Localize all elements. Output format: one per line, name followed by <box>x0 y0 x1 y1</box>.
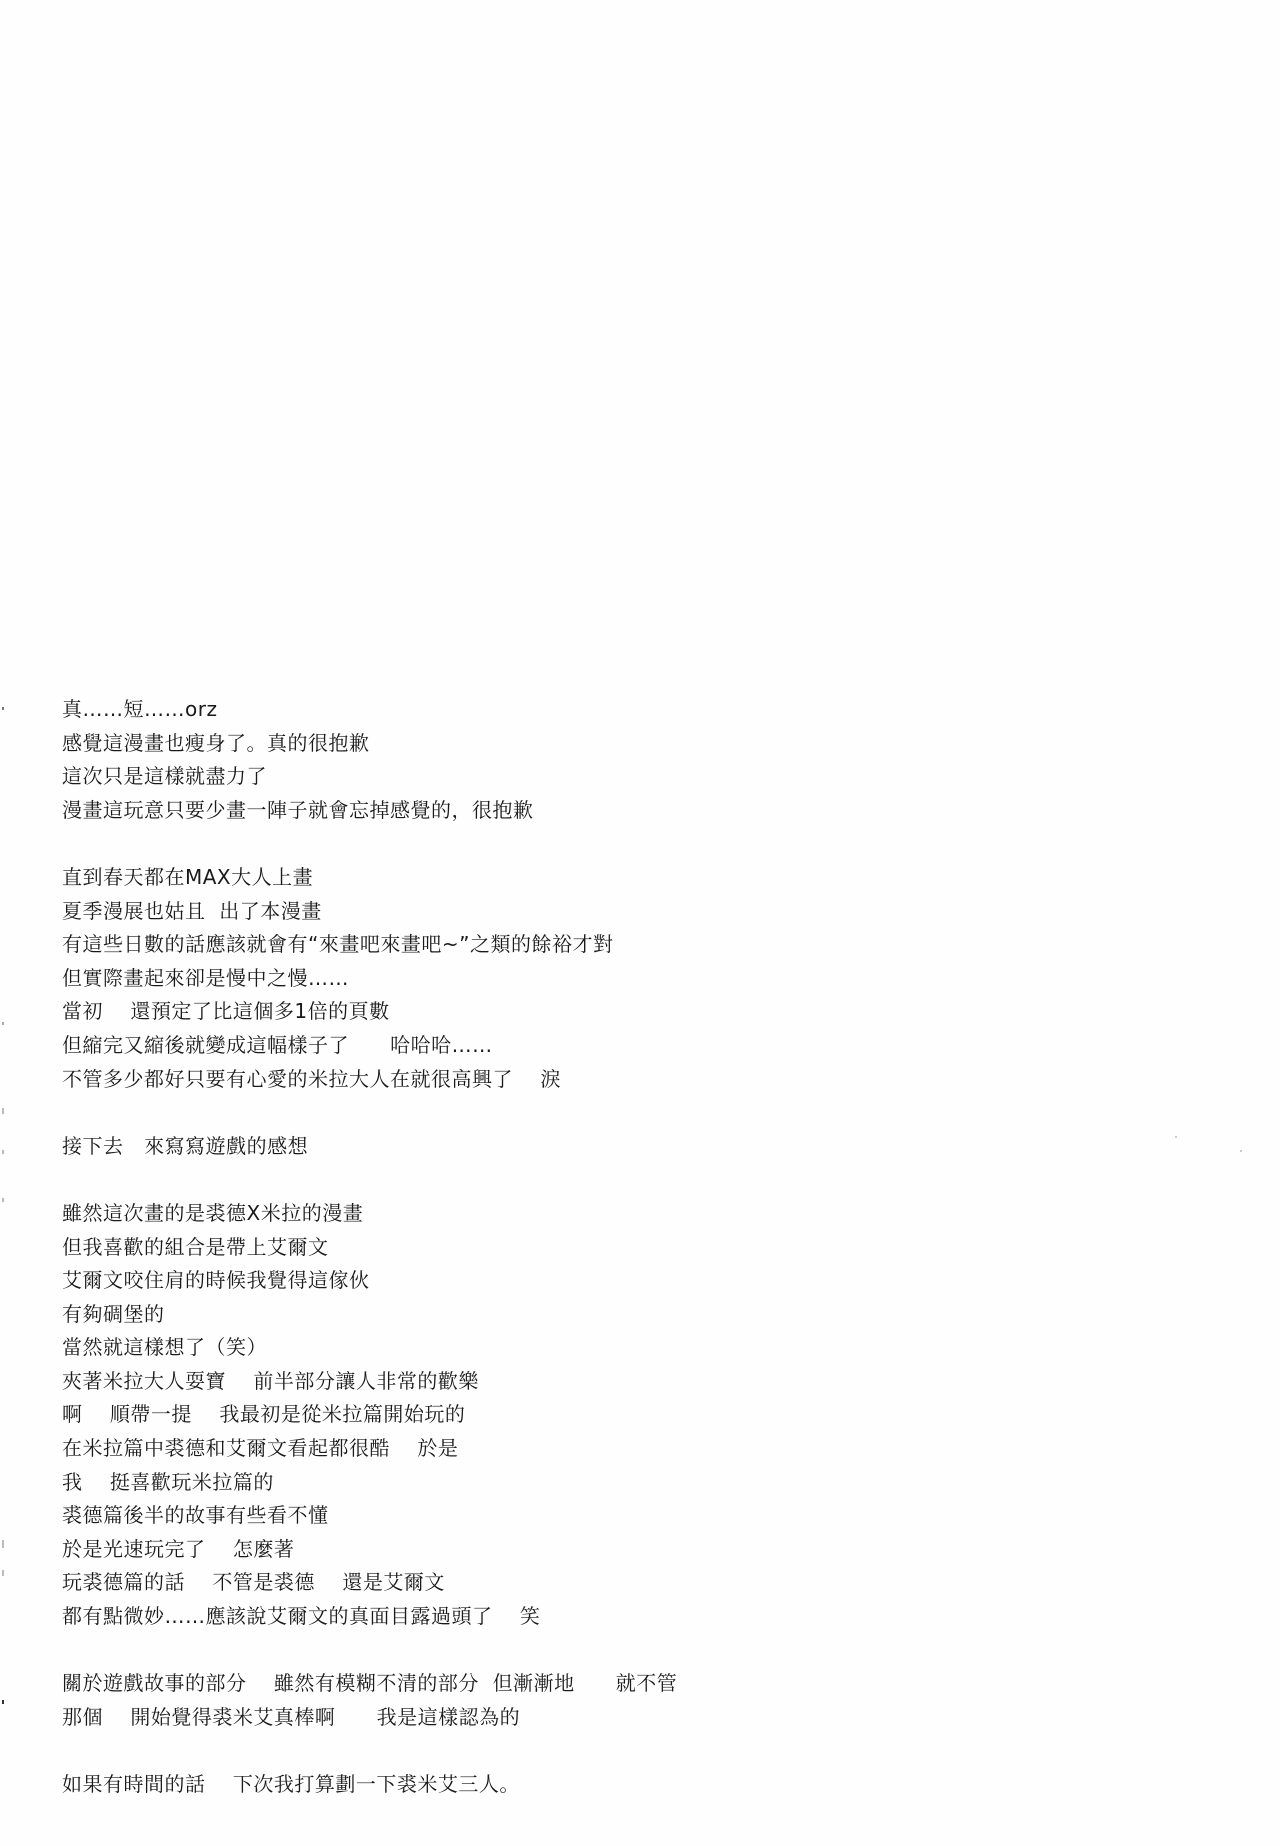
paragraph-story <box>62 1667 1162 1734</box>
text-line: 這次只是這樣就盡力了 <box>62 764 267 789</box>
paragraph-gap <box>62 1734 1162 1768</box>
text-line: 真……短……orz <box>62 697 218 721</box>
paragraph-transition <box>62 1130 1162 1164</box>
text-line: 我 挺喜歡玩米拉篇的 <box>62 1469 274 1494</box>
scan-mark <box>2 1570 4 1576</box>
scan-mark <box>2 707 4 710</box>
paragraph-apology <box>62 693 1162 827</box>
text-line: 感覺這漫畫也瘦身了。真的很抱歉 <box>62 730 370 755</box>
text-line: 夾著米拉大人耍寶 前半部分讓人非常的歡樂 <box>62 1368 479 1393</box>
text-line: 有夠碉堡的 <box>62 1301 165 1326</box>
text-line: 於是光速玩完了 怎麼著 <box>62 1536 295 1561</box>
paragraph-gap <box>62 1163 1162 1197</box>
paragraph-gap <box>62 1096 1162 1130</box>
text-line: 在米拉篇中裘德和艾爾文看起都很酷 於是 <box>62 1436 459 1461</box>
paragraph-gap <box>62 827 1162 861</box>
scan-speck <box>1175 1136 1177 1138</box>
text-line: 那個 開始覺得裘米艾真棒啊 我是這樣認為的 <box>62 1704 521 1729</box>
text-line: 關於遊戲故事的部分 雖然有模糊不清的部分 但漸漸地 就不管 <box>62 1671 678 1696</box>
scan-mark <box>2 1700 4 1704</box>
text-line: 接下去 來寫寫遊戲的感想 <box>62 1133 309 1158</box>
text-line: 漫畫這玩意只要少畫一陣子就會忘掉感覺的，很抱歉 <box>62 797 534 822</box>
text-line: 直到春天都在MAX大人上畫 <box>62 864 314 889</box>
text-line: 但縮完又縮後就變成這幅樣子了 哈哈哈…… <box>62 1032 493 1057</box>
text-line: 夏季漫展也姑且 出了本漫畫 <box>62 898 322 923</box>
scan-mark <box>2 1198 4 1202</box>
text-line: 如果有時間的話 下次我打算劃一下裘米艾三人。 <box>62 1772 520 1796</box>
paragraph-schedule <box>62 861 1162 1096</box>
text-line: 啊 順帶一提 我最初是從米拉篇開始玩的 <box>62 1402 466 1427</box>
scan-mark <box>2 1108 4 1114</box>
text-line: 裘德篇後半的故事有些看不懂 <box>62 1503 329 1528</box>
text-line: 不管多少都好只要有心愛的米拉大人在就很高興了 淚 <box>62 1066 561 1091</box>
paragraph-gap <box>62 1634 1162 1668</box>
text-line: 艾爾文咬住肩的時候我覺得這傢伙 <box>62 1268 370 1293</box>
scan-speck <box>1240 1150 1242 1152</box>
text-line: 有這些日數的話應該就會有“來畫吧來畫吧~”之類的餘裕才對 <box>62 932 614 957</box>
scan-mark <box>2 1022 4 1025</box>
text-line: 雖然這次畫的是裘德X米拉的漫畫 <box>62 1200 364 1225</box>
afterword-text <box>62 693 1162 1802</box>
text-line: 但實際畫起來卻是慢中之慢…… <box>62 965 349 990</box>
text-line: 都有點微妙……應該說艾爾文的真面目露過頭了 笑 <box>62 1604 541 1629</box>
paragraph-game-thoughts <box>62 1197 1162 1634</box>
text-line: 但我喜歡的組合是帶上艾爾文 <box>62 1234 329 1259</box>
paragraph-closing <box>62 1768 1162 1802</box>
scan-mark <box>2 1150 4 1154</box>
scan-mark <box>2 1540 4 1548</box>
text-line: 當初 還預定了比這個多1倍的頁數 <box>62 999 390 1024</box>
text-line: 當然就這樣想了（笑） <box>62 1335 267 1360</box>
text-line: 玩裘德篇的話 不管是裘德 還是艾爾文 <box>62 1570 445 1595</box>
